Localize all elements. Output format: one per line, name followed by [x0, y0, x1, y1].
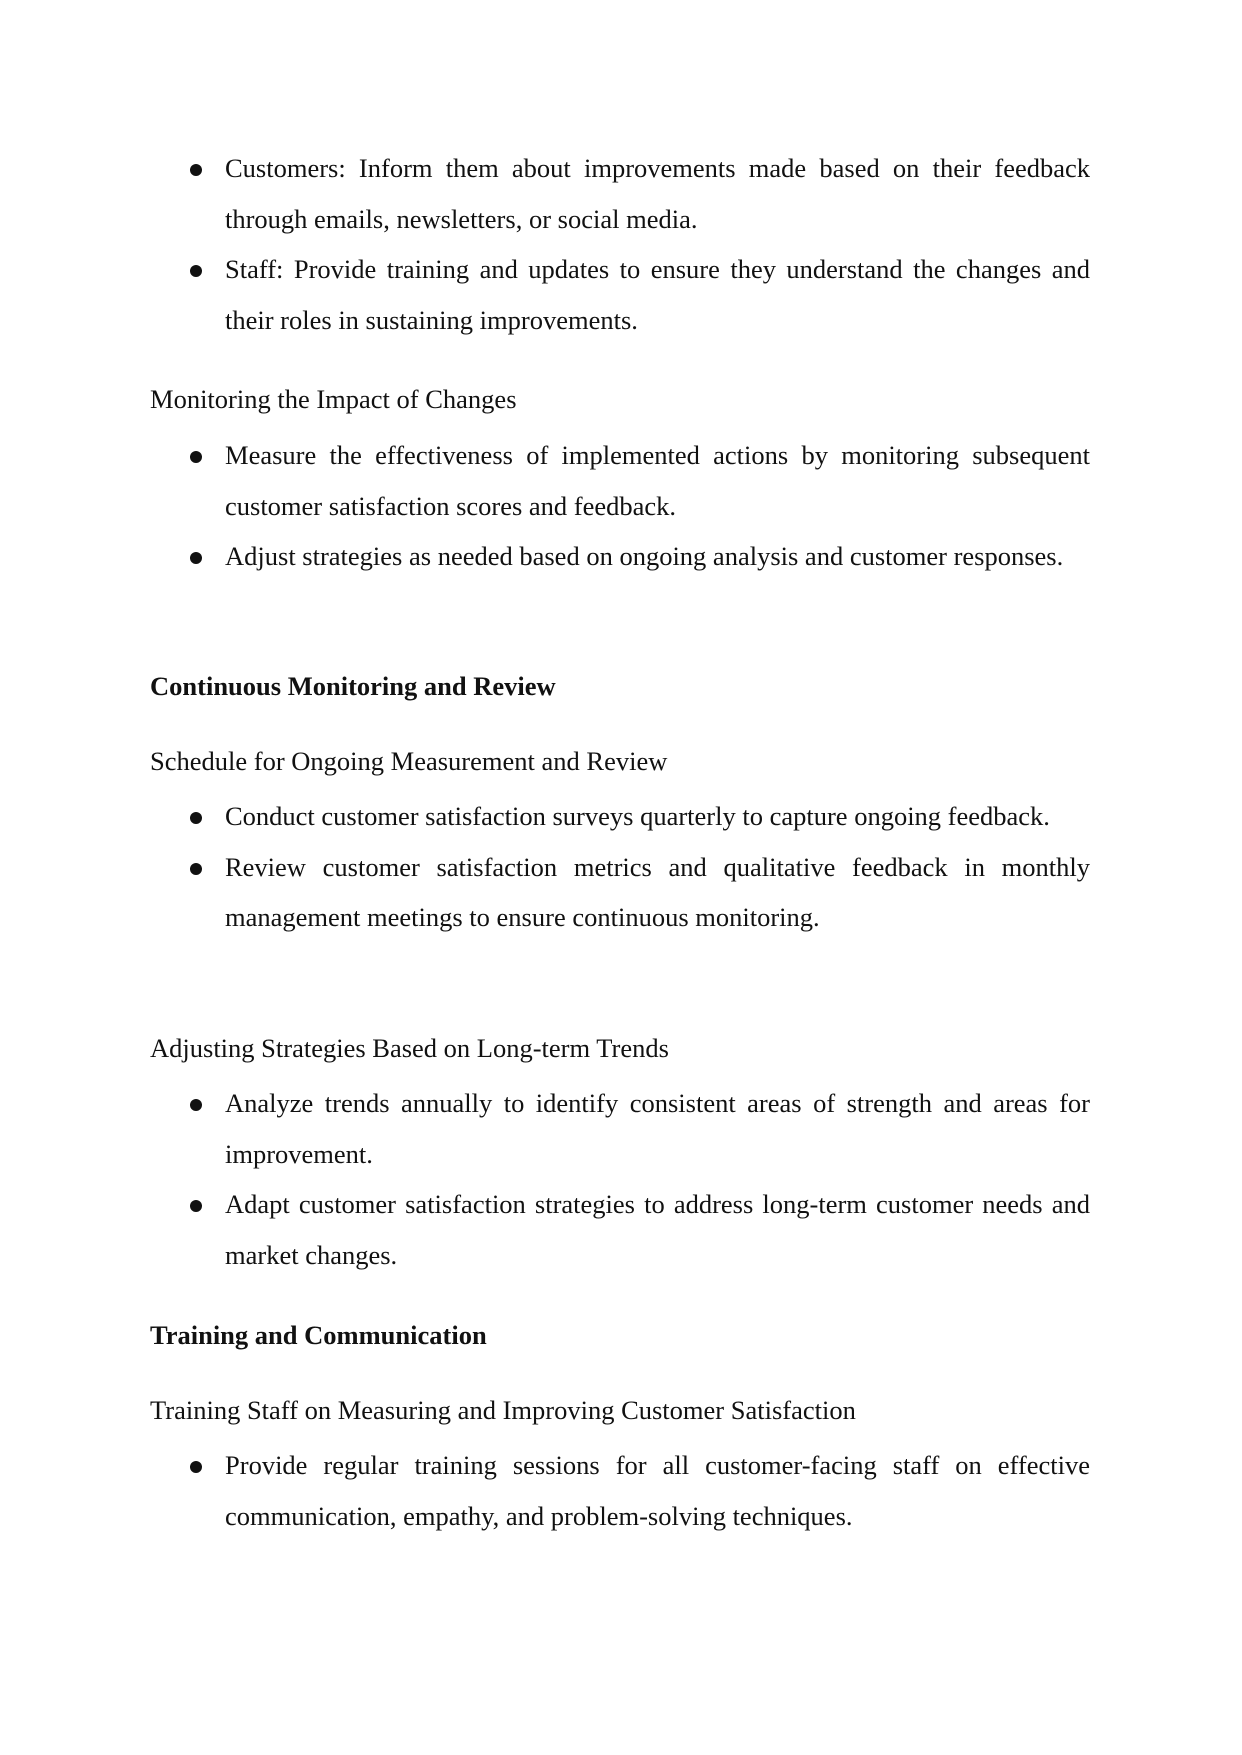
list-item	[150, 842, 1090, 943]
bullet-icon	[190, 1461, 202, 1473]
training-staff-bullets-wrap	[150, 1440, 1090, 1541]
bullet-icon	[190, 265, 202, 277]
section-heading: Continuous Monitoring and Review	[150, 671, 556, 701]
subsection-title: Schedule for Ongoing Measurement and Review	[150, 746, 668, 776]
bullet-icon	[190, 863, 202, 875]
bullet-icon	[190, 812, 202, 824]
list-item-text: Measure the effectiveness of implemented actions by monitoring subsequent customer satisfaction scores and feedback.	[225, 440, 1090, 521]
list-item	[150, 1179, 1090, 1280]
schedule-bullets-wrap	[150, 791, 1090, 943]
list-item-text: Customers: Inform them about improvements made based on their feedback through emails, newsletters, or social media.	[225, 153, 1090, 234]
list-item-text: Adjust strategies as needed based on ongoing analysis and customer responses.	[225, 541, 1064, 571]
bullet-icon	[190, 164, 202, 176]
list-item-text: Staff: Provide training and updates to ensure they understand the changes and their roles in sustaining improvements.	[225, 254, 1090, 335]
subsection-title: Adjusting Strategies Based on Long-term Trends	[150, 1033, 669, 1063]
subsection-title: Monitoring the Impact of Changes	[150, 384, 517, 414]
bullet-icon	[190, 552, 202, 564]
list-item	[150, 430, 1090, 531]
adjusting-bullets-wrap	[150, 1078, 1090, 1280]
list-item-text: Conduct customer satisfaction surveys quarterly to capture ongoing feedback.	[225, 801, 1050, 831]
bullet-icon	[190, 451, 202, 463]
adjusting-section	[150, 1031, 1090, 1065]
adjusting-bullet-list	[150, 1078, 1090, 1280]
list-item-text: Adapt customer satisfaction strategies to address long-term customer needs and market changes.	[225, 1189, 1090, 1270]
monitoring-bullets-wrap	[150, 430, 1090, 582]
monitoring-section	[150, 382, 1090, 416]
continuous-section	[150, 669, 1090, 703]
list-item	[150, 244, 1090, 345]
training-section	[150, 1318, 1090, 1352]
list-item	[150, 143, 1090, 244]
intro-section	[150, 143, 1090, 345]
list-item-text: Analyze trends annually to identify consistent areas of strength and areas for improvement.	[225, 1088, 1090, 1169]
training-staff-section	[150, 1393, 1090, 1427]
intro-bullet-list	[150, 143, 1090, 345]
list-item	[150, 791, 1090, 842]
list-item	[150, 1440, 1090, 1541]
schedule-bullet-list	[150, 791, 1090, 943]
list-item-text: Review customer satisfaction metrics and qualitative feedback in monthly management meetings to ensure continuous monitoring.	[225, 851, 1090, 932]
training-staff-bullet-list	[150, 1440, 1090, 1541]
bullet-icon	[190, 1099, 202, 1111]
subsection-title: Training Staff on Measuring and Improving Customer Satisfaction	[150, 1395, 856, 1425]
monitoring-bullet-list	[150, 430, 1090, 582]
list-item-text: Provide regular training sessions for all customer-facing staff on effective communication, empathy, and problem-solving techniques.	[225, 1450, 1090, 1531]
bullet-icon	[190, 1200, 202, 1212]
section-heading: Training and Communication	[150, 1320, 487, 1350]
list-item	[150, 531, 1090, 582]
schedule-section	[150, 744, 1090, 778]
list-item	[150, 1078, 1090, 1179]
